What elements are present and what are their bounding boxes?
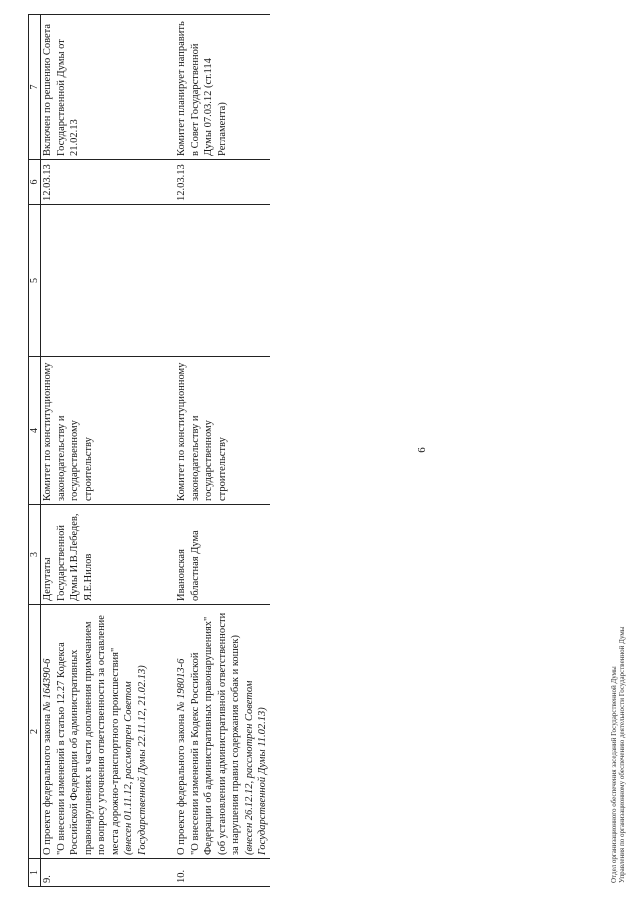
bill-date: 12.03.13 <box>41 160 150 205</box>
row-spacer <box>149 15 175 887</box>
bill-note: (внесен 01.11.12, рассмотрен Советом Государственной Думы 22.11.12, 21.02.13) <box>123 665 148 855</box>
footer-line: Отдел организационного обеспечения заседаний Государственной Думы <box>610 666 618 883</box>
table-header-row <box>29 15 41 887</box>
bill-committee: Комитет по конституционному законодательству и государственному строительству <box>41 357 150 505</box>
bill-description: "О внесении изменений в статью 12.27 Кодекса Российской Федерации об административных правонарушениях в части дополнения примечанием по вопросу уточнения ответственности за оставление места дорожно-транспортного происшествия" <box>55 615 121 855</box>
column-header: 6 <box>29 160 41 205</box>
bill-note: (внесен 26.12.12, рассмотрен Советом Государственной Думы 11.02.13) <box>243 680 268 855</box>
bill-title-cell <box>175 605 270 859</box>
footer-line: Управления по организационному обеспечению деятельности Государственной Думы <box>618 626 626 883</box>
bill-title-cell <box>41 605 150 859</box>
bill-description: "О внесении изменений в Кодекс Российской Федерации об административных правонарушениях" (об установлении административной ответственности за нарушения правил содержания собак и кошек) <box>189 612 241 855</box>
bill-title-prefix: О проекте федерального закона <box>176 711 187 855</box>
table-row <box>41 15 150 887</box>
row-number: 10. <box>175 859 270 887</box>
row-number: 9. <box>41 859 150 887</box>
bill-number: № 164390-6 <box>42 658 53 712</box>
column-5-cell <box>175 205 270 357</box>
column-5-cell <box>41 205 150 357</box>
bill-author: Депутаты Государственной Думы И.В.Лебедев, Я.Е.Нилов <box>41 505 150 605</box>
bill-number: № 198013-6 <box>176 658 187 712</box>
bill-committee: Комитет по конституционному законодательству и государственному строительству <box>175 357 270 505</box>
bill-author: Ивановская областная Дума <box>175 505 270 605</box>
bill-status: Включен по решению Совета Государственной Думы от 21.02.13 <box>41 15 150 160</box>
page-footer <box>610 627 626 883</box>
page-number: 6 <box>416 447 428 453</box>
bill-date: 12.03.13 <box>175 160 270 205</box>
column-header: 1 <box>29 859 41 887</box>
bill-status: Комитет планирует направить в Совет Государственной Думы 07.03.12 (ст.114 Регламента) <box>175 15 270 160</box>
bills-table <box>28 14 270 887</box>
bill-title-prefix: О проекте федерального закона <box>42 711 53 855</box>
column-header: 5 <box>29 205 41 357</box>
column-header: 2 <box>29 605 41 859</box>
table-row <box>175 15 270 887</box>
column-header: 3 <box>29 505 41 605</box>
column-header: 7 <box>29 15 41 160</box>
column-header: 4 <box>29 357 41 505</box>
